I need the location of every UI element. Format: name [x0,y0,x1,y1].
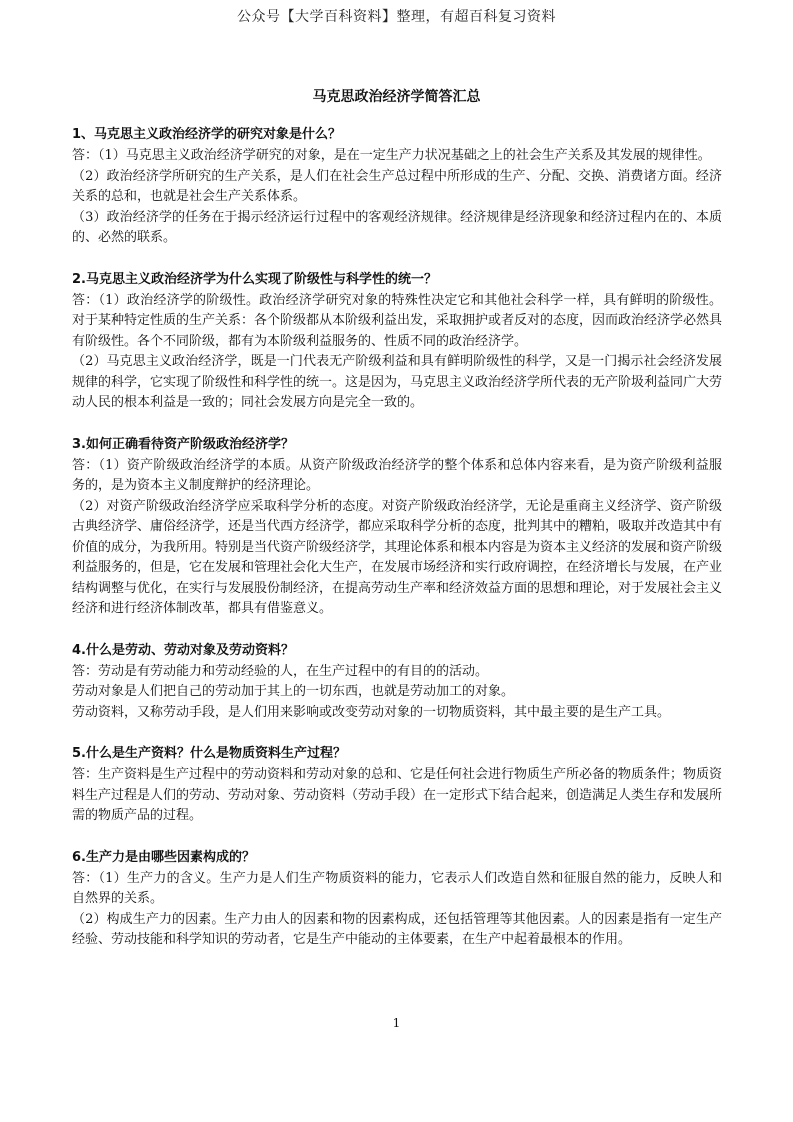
section-5 [72,743,722,827]
answer-paragraph: （3）政治经济学的任务在于揭示经济运行过程中的客观经济规律。经济规律是经济现象和经济过程内在的、本质的、必然的联系。 [72,209,722,245]
section-6 [72,847,722,951]
section-3 [72,434,722,620]
section-4 [72,640,722,724]
answer-paragraph: 答：劳动是有劳动能力和劳动经验的人，在生产过程中的有目的的活动。 [72,663,489,679]
question-heading: 5.什么是生产资料？什么是物质资料生产过程？ [72,746,346,761]
answer-paragraph: 答：（1）政治经济学的阶级性。政治经济学研究对象的特殊性决定它和其他社会科学一样，具有鲜明的阶级性。对于某种特定性质的生产关系：各个阶级都从本阶级利益出发，采取拥护或者反对的态度，因而政治经济学必然具有阶级性。各个不同阶级，都有为本阶级利益服务的、性质不同的政治经济学。 [72,292,723,349]
answer-paragraph: 答：（1）马克思主义政治经济学研究的对象，是在一定生产力状况基础之上的社会生产关系及其发展的规律性。 [72,148,711,163]
answer-paragraph: （2）构成生产力的因素。生产力由人的因素和物的因素构成，还包括管理等其他因素。人的因素是指有一定生产经验、劳动技能和科学知识的劳动者，它是生产中能动的主体要素，在生产中起着最根本的作用。 [72,911,722,947]
page-header: 公众号【大学百科资料】整理，有超百科复习资料 [237,9,556,25]
question-heading: 6.生产力是由哪些因素构成的？ [72,849,255,865]
answer-paragraph: 答：生产资料是生产过程中的劳动资料和劳动对象的总和、它是任何社会进行物质生产所必备的物质条件；物质资料生产过程是人们的劳动、劳动对象、劳动资料（劳动手段）在一定形式下结合起来，创造满足人类生存和发展所需的物质产品的过程。 [72,767,723,823]
answer-paragraph: （2）政治经济学所研究的生产关系，是人们在社会生产总过程中所形成的生产、分配、交换、消费诸方面。经济关系的总和，也就是社会生产关系体系。 [72,168,722,204]
answer-paragraph: 劳动对象是人们把自己的劳动加于其上的一切东西，也就是劳动加工的对象。 [72,684,515,699]
document-body [72,124,722,971]
answer-paragraph: 答：（1）生产力的含义。生产力是人们生产物质资料的能力，它表示人们改造自然和征服自然的能力，反映人和自然界的关系。 [72,870,722,906]
question-heading: 4.什么是劳动、劳动对象及劳动资料？ [72,642,294,658]
page-number: 1 [392,1016,401,1030]
section-2 [72,269,722,414]
answer-paragraph: 答：（1）资产阶级政治经济学的本质。从资产阶级政治经济学的整个体系和总体内容来看，是为资产阶级利益服务的，是为资本主义制度辩护的经济理论。 [72,457,722,493]
answer-paragraph: 劳动资料，又称劳动手段，是人们用来影响或改变劳动对象的一切物质资料，其中最主要的是生产工具。 [72,704,671,720]
answer-paragraph: （2）对资产阶级政治经济学应采取科学分析的态度。对资产阶级政治经济学，无论是重商主义经济学、资产阶级古典经济学、庸俗经济学，还是当代西方经济学，都应采取科学分析的态度，批判其中的糟粕，吸取并改造其中有价值的成分，为我所用。特别是当代资产阶级经济学，其理论体系和根本内容是为资本主义经济的发展和资产阶级利益服务的，但是，它在发展和管理社会化大生产，在发展市场经济和实行政府调控，在经济增长与发展，在产业结构调整与优化，在实行与发展股份制经济，在提高劳动生产率和经济效益方面的思想和理论，对于发展社会主义经济和进行经济体制改革，都具有借鉴意义。 [72,498,723,616]
section-1 [72,124,722,249]
question-heading: 3.如何正确看待资产阶级政治经济学？ [72,436,294,452]
answer-paragraph: （2）马克思主义政治经济学，既是一门代表无产阶级利益和具有鲜明阶级性的科学，又是一门揭示社会经济发展规律的科学，它实现了阶级性和科学性的统一。这是因为，马克思主义政治经济学所代表的无产阶圾利益同广大劳动人民的根本利益是一致的；同社会发展方向是完全一致的。 [72,354,723,410]
document-title: 马克思政治经济学简答汇总 [312,89,481,105]
question-heading: 2.马克思主义政治经济学为什么实现了阶级性与科学性的统一？ [72,271,437,287]
question-heading: 1、马克思主义政治经济学的研究对象是什么？ [72,127,342,142]
